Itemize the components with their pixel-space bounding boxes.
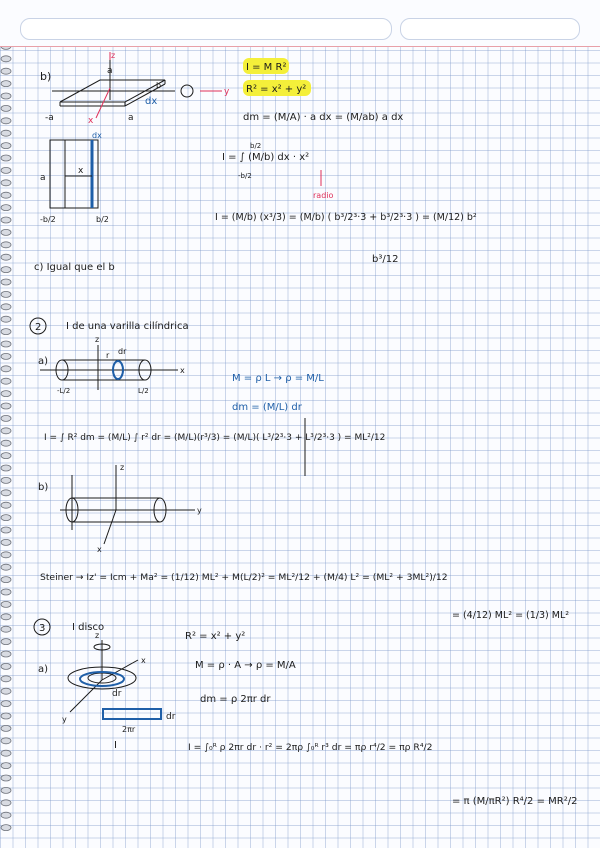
section3-dm-line: dm = ρ 2πr dr xyxy=(200,694,271,705)
section2-title: I de una varilla cilíndrica xyxy=(66,321,189,332)
dim-front-label: a xyxy=(128,113,134,123)
disk-dr-label: dr xyxy=(112,689,122,699)
integral-hi-b: b/2 xyxy=(250,142,262,150)
section2-dm-line: dm = (M/L) dr xyxy=(232,402,302,413)
result-fraction-b: b³/12 xyxy=(372,254,399,265)
rect-low-label: -b/2 xyxy=(40,215,56,224)
rect-a-label: a xyxy=(40,173,46,183)
cyl-b-y-label: y xyxy=(197,506,202,515)
disk-z-label: z xyxy=(95,631,100,640)
rotation-icon xyxy=(181,85,193,97)
part-c-text: c) Igual que el b xyxy=(34,262,115,273)
disk-y-label: y xyxy=(62,715,67,724)
cyl-right-label: L/2 xyxy=(138,387,149,395)
cyl-r-label: r xyxy=(106,351,110,360)
strip-2pir-label: 2πr xyxy=(122,725,136,734)
dm-line-b: dm = (M/A) · a dx = (M/ab) a dx xyxy=(243,112,404,123)
plate-dx-label: dx xyxy=(145,96,158,107)
rect-sketch xyxy=(50,140,98,208)
integral-lo-b: -b/2 xyxy=(238,172,252,180)
disk-I-label: I xyxy=(114,740,117,751)
dim-right-label: b xyxy=(156,81,162,90)
result-line-b: I = (M/b) (x³/3) = (M/b) ( b³/2³·3 + b³/2³·3 ) = (M/12) b² xyxy=(215,212,477,223)
section2-sub-b: b) xyxy=(38,482,49,493)
dim-top-label: a xyxy=(107,66,113,76)
strip-dr-label: dr xyxy=(166,712,176,722)
axis-y-label: y xyxy=(224,87,230,97)
dim-left-label: -a xyxy=(45,113,54,123)
radio-note: radio xyxy=(313,191,334,200)
cyl-x-label: x xyxy=(180,366,185,375)
section3-number: 3 xyxy=(39,623,46,634)
rect-x-label: x xyxy=(78,166,84,176)
section3-title: I disco xyxy=(72,622,105,633)
cyl-left-label: -L/2 xyxy=(57,387,71,395)
section2-m-rho: M = ρ L → ρ = M/L xyxy=(232,373,324,384)
steiner-result: = (4/12) ML² = (1/3) ML² xyxy=(452,610,570,621)
axis-z-label: z xyxy=(111,51,116,60)
cyl-z-label: z xyxy=(95,335,100,344)
section3-r-sq: R² = x² + y² xyxy=(185,631,246,642)
section2-sub-a: a) xyxy=(38,356,49,367)
axis-x-label: x xyxy=(88,116,94,126)
formula-I: I = M R² xyxy=(246,62,287,73)
section3-m-line: M = ρ · A → ρ = M/A xyxy=(195,660,296,671)
formula-R: R² = x² + y² xyxy=(246,84,307,95)
cylinder-sketch-b xyxy=(60,465,195,544)
rect-high-label: b/2 xyxy=(96,215,109,224)
cyl-b-z-label: z xyxy=(120,463,125,472)
section3-sub-a: a) xyxy=(38,664,49,675)
x-axis-arrow xyxy=(96,88,110,118)
disk-x-label: x xyxy=(141,656,146,665)
part-b-label: b) xyxy=(40,70,52,83)
integral-line-b: I = ∫ (M/b) dx · x² xyxy=(222,152,310,163)
section2-number: 2 xyxy=(35,322,42,333)
section2-integral-line: I = ∫ R² dm = (M/L) ∫ r² dr = (M/L)(r³/3) = (M/L)( L³/2³·3 + L³/2³·3 ) = ML²/12 xyxy=(44,433,386,443)
steiner-line: Steiner → Iz' = Icm + Ma² = (1/12) ML² + M(L/2)² = ML²/12 + (M/4) L² = (ML² + 3ML²)/12 xyxy=(40,572,448,583)
section3-integral-line: I = ∫₀ᴿ ρ 2πr dr · r² = 2πρ ∫₀ᴿ r³ dr = πρ r⁴/2 = πρ R⁴/2 xyxy=(188,742,433,753)
cyl-dr-label: dr xyxy=(118,347,127,356)
rect-dx-label: dx xyxy=(92,131,102,140)
disk-sketch xyxy=(68,640,138,712)
cyl-b-x-label: x xyxy=(97,545,102,554)
section3-final-line: = π (M/πR²) R⁴/2 = MR²/2 xyxy=(452,796,578,807)
unrolled-strip xyxy=(103,709,161,719)
